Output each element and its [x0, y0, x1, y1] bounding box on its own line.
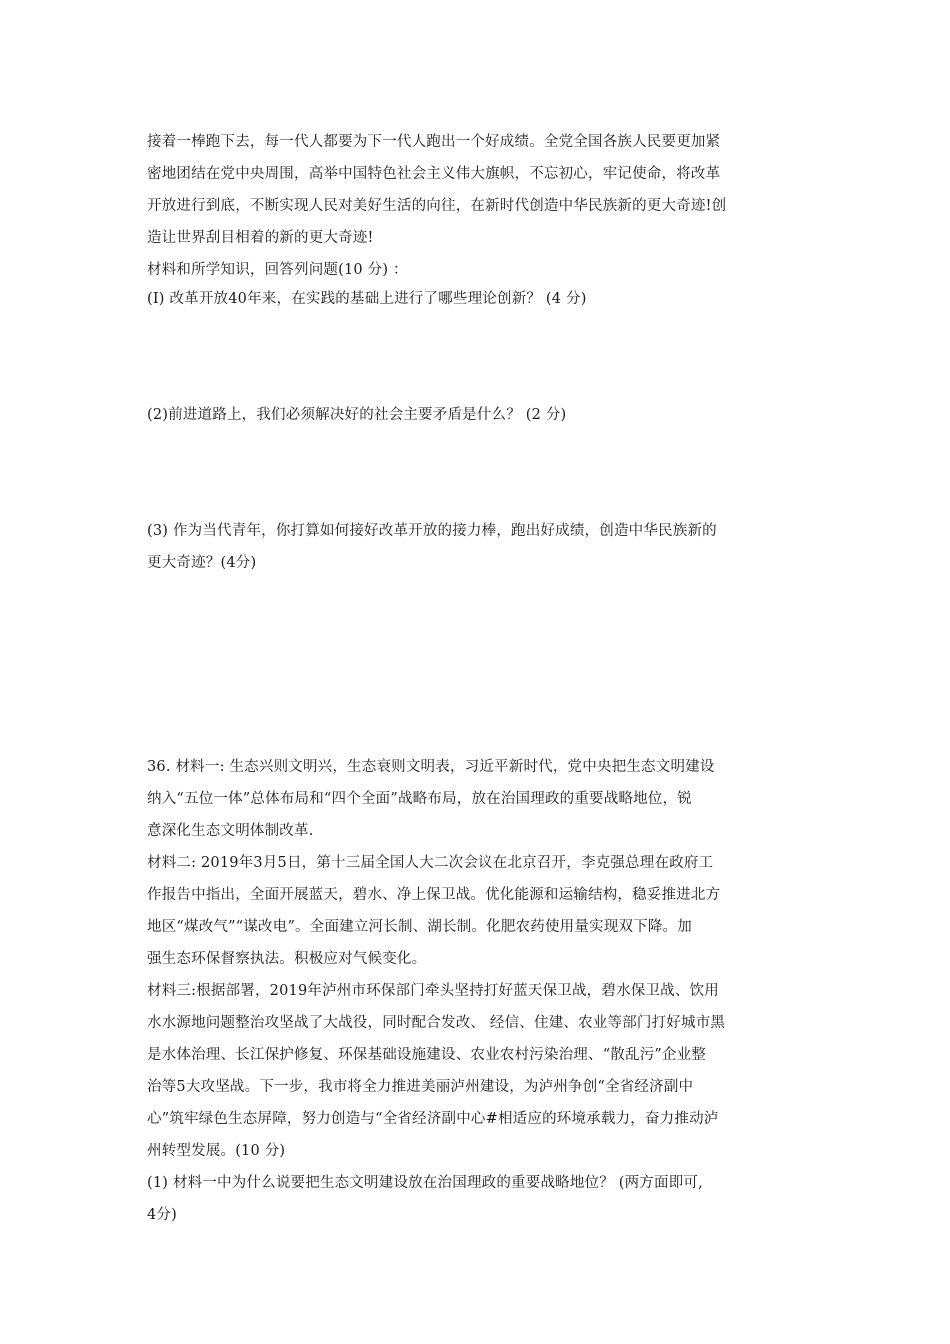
material-2-line: 地区“煤改气”“谋改电”。全面建立河长制、湖长制。化肥农药使用量实现双下降。加 — [147, 919, 692, 935]
material-line: 造让世界刮目相着的新的更大奇迹! — [147, 230, 374, 246]
material-3-line: 心”筑牢绿色生态屏障，努力创造与“全省经济副中心#相适应的环境承载力，奋力推动泸 — [147, 1111, 719, 1127]
material-3-line: 治等5大攻坚战。下一步，我市将全力推进美丽泸州建设，为泸州争创“全省经济副中 — [147, 1079, 694, 1095]
material-3-line: 水水源地问题整治攻坚战了大战役，同时配合发改、 经信、住建、农业等部门打好城市黑 — [147, 1015, 726, 1031]
material-1-line: 纳入“五位一体”总体布局和“四个全面”战略布局，放在治国理政的重要战略地位，锐 — [147, 791, 692, 807]
material-3-line: 州转型发展。(10 分) — [147, 1143, 286, 1159]
material-1-line: 意深化生态文明体制改革. — [147, 823, 314, 839]
question-3-line: (3) 作为当代青年，你打算如何接好改革开放的接力棒，跑出好成绩，创造中华民族新的 — [147, 523, 717, 539]
question-instruction: 材料和所学知识，回答列问题(10 分) ： — [147, 262, 408, 278]
material-3-line: 材料三:根据部署，2019年泸州市环保部门牵头坚持打好蓝天保卫战，碧水保卫战、饮用 — [147, 983, 719, 999]
question-2: (2)前进道路上，我们必须解决好的社会主要矛盾是什么？ (2 分) — [147, 407, 567, 423]
material-line: 开放进行到底，不断实现人民对美好生活的向往，在新时代创造中华民族新的更大奇迹!创 — [147, 198, 727, 214]
question-36-1-line: 4分) — [147, 1207, 177, 1223]
question-1: (I) 改革开放40年来，在实践的基础上进行了哪些理论创新？ (4 分) — [147, 291, 587, 307]
question-36-1-line: (1) 材料一中为什么说要把生态文明建设放在治国理政的重要战略地位？ (两方面即可, — [147, 1175, 703, 1191]
material-1-line: 36. 材料一: 生态兴则文明兴，生态衰则文明表，习近平新时代，党中央把生态文明建设 — [147, 759, 715, 775]
material-2-line: 作报告中指出，全面开展蓝天，碧水、净上保卫战。优化能源和运输结构，稳妥推进北方 — [147, 887, 721, 903]
material-2-line: 材料二: 2019年3月5日，第十三届全国人大二次会议在北京召开，李克强总理在政府工 — [147, 855, 714, 871]
question-3-line: 更大奇迹？(4分) — [147, 555, 257, 571]
material-2-line: 强生态环保督察执法。积极应对气候变化。 — [147, 951, 427, 967]
material-line: 密地团结在党中央周围，高举中国特色社会主义伟大旗帜，不忘初心，牢记使命，将改革 — [147, 166, 721, 182]
material-3-line: 是水体治理、长江保护修复、环保基础设施建设、农业农村污染治理、“散乱污”企业整 — [147, 1047, 707, 1063]
material-line: 接着一棒跑下去，每一代人都要为下一代人跑出一个好成绩。全党全国各族人民要更加紧 — [147, 134, 721, 150]
